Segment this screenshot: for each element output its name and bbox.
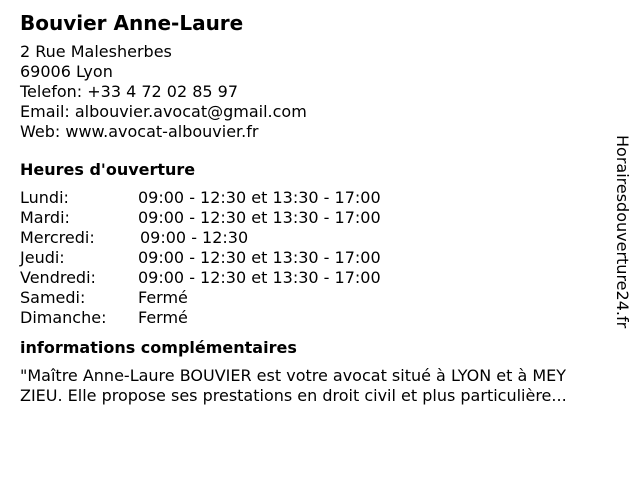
hours-row-wednesday: [20, 228, 610, 248]
street-address: 2 Rue Malesherbes: [20, 42, 172, 61]
day-label: Mardi:: [20, 208, 70, 227]
time-value: Fermé: [138, 308, 188, 327]
day-label: Dimanche:: [20, 308, 107, 327]
day-label: Mercredi:: [20, 228, 95, 247]
email-line[interactable]: Email: albouvier.avocat@gmail.com: [20, 102, 307, 121]
day-label: Vendredi:: [20, 268, 96, 287]
time-value: 09:00 - 12:30 et 13:30 - 17:00: [138, 208, 381, 227]
hours-row-thursday: [20, 248, 610, 268]
time-value: 09:00 - 12:30 et 13:30 - 17:00: [138, 268, 381, 287]
time-value: 09:00 - 12:30 et 13:30 - 17:00: [138, 248, 381, 267]
site-watermark: Horairesdouverture24.fr: [613, 135, 632, 329]
day-label: Samedi:: [20, 288, 86, 307]
city-postcode: 69006 Lyon: [20, 62, 113, 81]
time-value: 09:00 - 12:30 et 13:30 - 17:00: [138, 188, 381, 207]
phone-line[interactable]: Telefon: +33 4 72 02 85 97: [20, 82, 239, 101]
hours-row-tuesday: [20, 208, 610, 228]
hours-table: [20, 188, 610, 328]
info-line-1: "Maître Anne-Laure BOUVIER est votre avocat situé à LYON et à MEY: [20, 366, 567, 385]
day-label: Lundi:: [20, 188, 69, 207]
time-value: Fermé: [138, 288, 188, 307]
info-title: informations complémentaires: [20, 338, 297, 357]
hours-row-saturday: [20, 288, 610, 308]
business-card: [20, 10, 610, 406]
day-label: Jeudi:: [20, 248, 65, 267]
hours-row-sunday: [20, 308, 610, 328]
hours-row-friday: [20, 268, 610, 288]
business-name: Bouvier Anne-Laure: [20, 11, 244, 35]
time-value: 09:00 - 12:30: [140, 228, 249, 247]
info-line-2: ZIEU. Elle propose ses prestations en droit civil et plus particulière...: [20, 386, 567, 405]
web-line[interactable]: Web: www.avocat-albouvier.fr: [20, 122, 259, 141]
hours-row-monday: [20, 188, 610, 208]
hours-title: Heures d'ouverture: [20, 160, 196, 179]
info-description: [20, 366, 610, 406]
